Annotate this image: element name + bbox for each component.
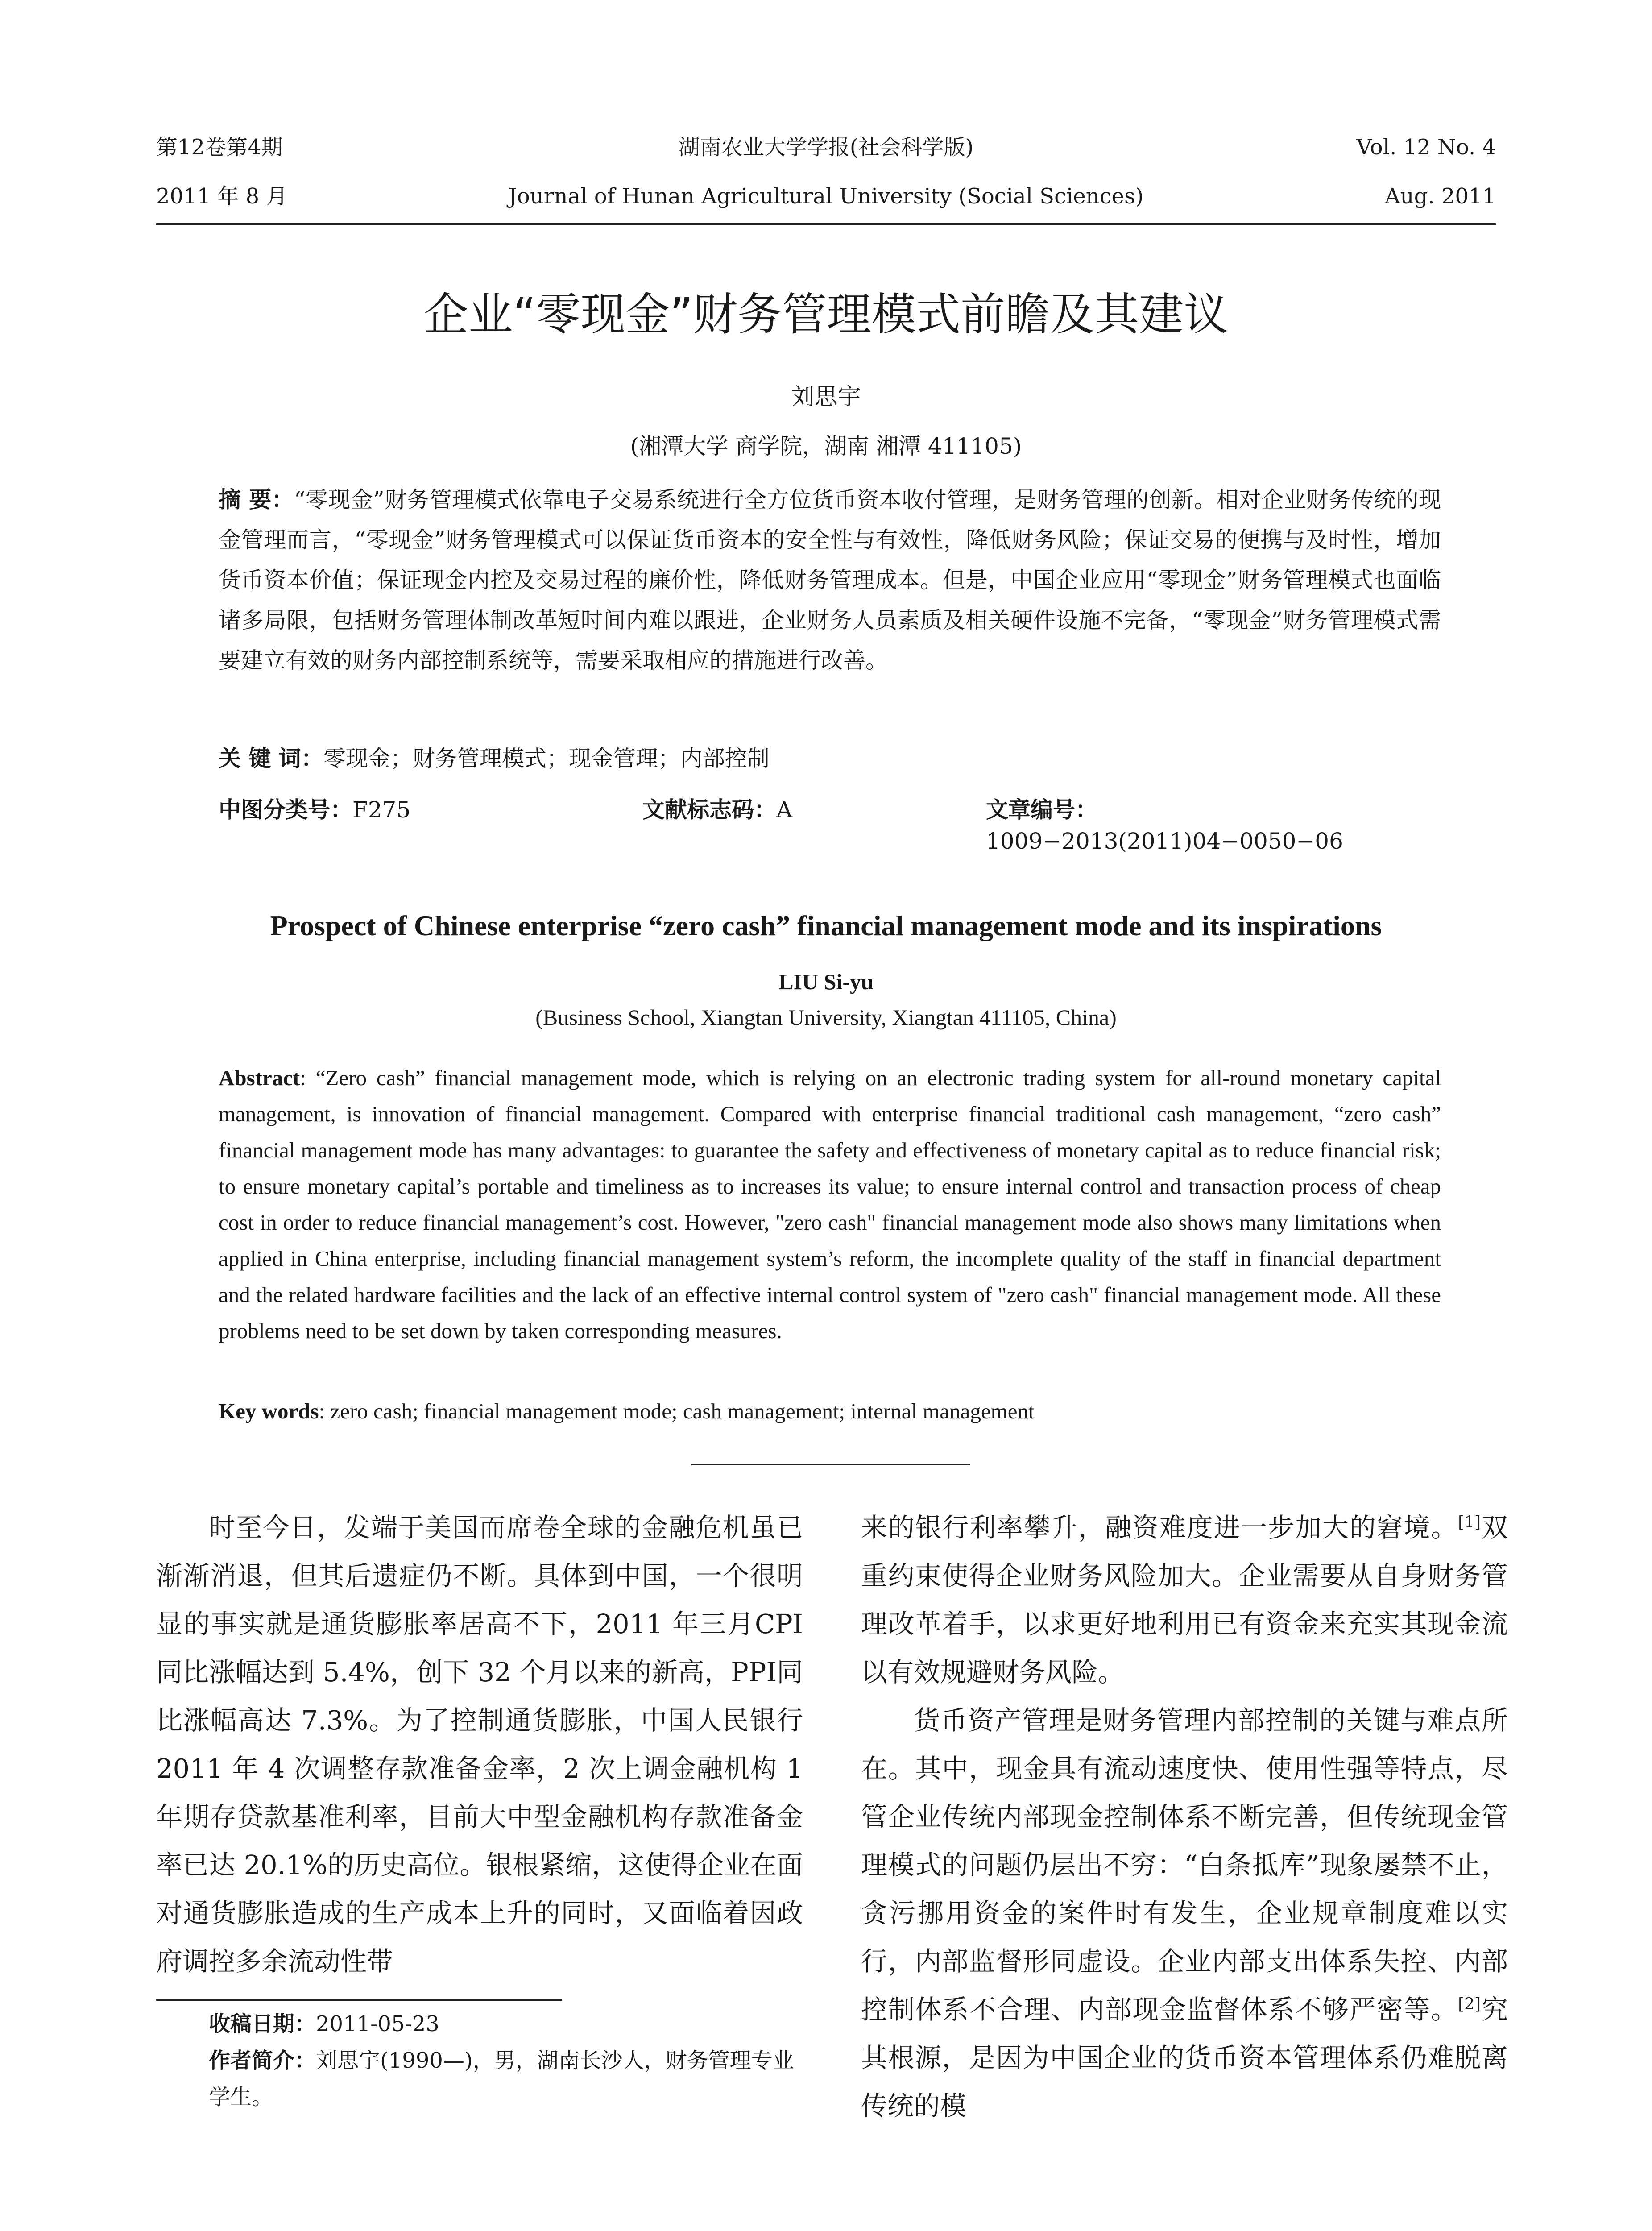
cn-title: 企业“零现金”财务管理模式前瞻及其建议 [423,288,1229,340]
running-header-line2 [156,181,1496,212]
received-label: 收稿日期： [209,2011,316,2036]
en-affiliation: (Business School, Xiangtan University, Xiangtan 411105, China) [535,1005,1117,1030]
paragraph-text: 究其根源，是因为中国企业的货币资本管理体系仍难脱离传统的模 [861,1994,1508,2121]
cn-affiliation: (湘潭大学 商学院，湖南 湘潭 411105) [630,433,1022,459]
section-divider [691,1464,970,1465]
cn-abstract-text: “零现金”财务管理模式依靠电子交易系统进行全方位货币资本收付管理，是财务管理的创新。相对企业财务传统的现金管理而言，“零现金”财务管理模式可以保证货币资本的安全性与有效性，降低财务风险；保证交易的便携与及时性，增加货币资本价值；保证现金内控及交易过程的廉价性，降低财务管理成本。但是，中国企业应用“零现金”财务管理模式也面临诸多局限，包括财务管理体制改革短时间内难以跟进，企业财务人员素质及相关硬件设施不完备，“零现金”财务管理模式需要建立有效的财务内部控制系统等，需要采取相应的措施进行改善。 [219,487,1441,673]
body-paragraph [861,1504,1508,1696]
en-keywords-label: Key words [219,1399,319,1423]
journal-date-cn: 2011 年 8 月 [156,184,288,209]
author-bio [156,2042,803,2115]
body-column-right [861,1504,1508,2130]
bio-label: 作者简介： [209,2048,316,2073]
footnote [156,2006,803,2115]
received-value: 2011-05-23 [316,2011,439,2036]
received-date [156,2006,803,2042]
journal-volume-cn: 第12卷第4期 [156,135,283,160]
bio-value: 刘思宇(1990—)，男，湖南长沙人，财务管理专业学生。 [209,2048,794,2110]
paragraph-text: 来的银行利率攀升，融资难度进一步加大的窘境。 [861,1512,1458,1543]
en-author: LIU Si-yu [778,969,874,994]
article-no-label: 文章编号： [986,797,1097,823]
paragraph-text: 双重约束使得企业财务风险加大。企业需要从自身财务管理改革着手，以求更好地利用已有资金来充实其现金流以有效规避财务风险。 [861,1512,1508,1688]
en-abstract-text: : “Zero cash” financial management mode, which is relying on an electronic trading system for all-round monetary capital management, is innovation of financial management. Compared with enterprise financial traditional cash management, “zero cash” financial management mode has many advantages: to guarantee the safety and effectiveness of monetary capital as to reduce financial risk; to ensure monetary capital’s portable and timeliness as to increases its value; to ensure internal control and transaction process of cheap cost in order to reduce financial management’s cost. However, "zero cash" financial management mode also shows many limitations when applied in China enterprise, including financial management system’s reform, the incomplete quality of the staff in financial department and the related hardware facilities and the lack of an effective internal control system of "zero cash" financial management mode. All these problems need to be set down by taken corresponding measures. [219,1066,1441,1343]
citation-ref: [2] [1458,1995,1481,2014]
clc-number [219,794,410,825]
doc-code-value: A [776,797,793,823]
journal-volume-en: Vol. 12 No. 4 [1356,135,1496,160]
doc-code-label: 文献标志码： [642,797,776,823]
en-abstract-label: Abstract [219,1066,300,1090]
footnote-divider [156,1999,562,2001]
clc-label: 中图分类号： [219,797,352,823]
en-keywords [219,1394,1441,1428]
cn-keywords-label: 关 键 词： [219,746,323,771]
journal-name-en: Journal of Hunan Agricultural University (Social Sciences) [508,184,1144,209]
cn-abstract-label: 摘 要： [219,487,294,513]
cn-keywords-text: 零现金；财务管理模式；现金管理；内部控制 [323,746,770,771]
running-header-line1 [156,132,1496,163]
en-abstract [219,1060,1441,1349]
cn-keywords [219,743,770,774]
body-paragraph: 时至今日，发端于美国而席卷全球的金融危机虽已渐渐消退，但其后遗症仍不断。具体到中国，一个很明显的事实就是通货膨胀率居高不下，2011 年三月CPI同比涨幅达到 5.4%，创下 32 个月以来的新高，PPI同比涨幅高达 7.3%。为了控制通货膨胀，中国人民银行 2011 年 4 次调整存款准备金率，2 次上调金融机构 1 年期存贷款基准利率，目前大中型金融机构存款准备金率已达 20.1%的历史高位。银根紧缩，这使得企业在面对通货膨胀造成的生产成本上升的同时，又面临着因政府调控多余流动性带 [156,1512,803,1977]
header-divider [156,223,1496,225]
citation-ref: [1] [1458,1513,1481,1532]
en-keywords-text: : zero cash; financial management mode; cash management; internal management [319,1399,1035,1423]
body-paragraph [861,1696,1508,2130]
en-title: Prospect of Chinese enterprise “zero cash” financial management mode and its inspirations [270,910,1382,941]
article-no-value: 1009−2013(2011)04−0050−06 [986,828,1343,854]
document-code [642,794,792,825]
article-number [986,794,1441,857]
paragraph-text: 货币资产管理是财务管理内部控制的关键与难点所在。其中，现金具有流动速度快、使用性强等特点，尽管企业传统内部现金控制体系不断完善，但传统现金管理模式的问题仍层出不穷：“白条抵库”现象屡禁不止，贪污挪用资金的案件时有发生，企业规章制度难以实行，内部监督形同虚设。企业内部支出体系失控、内部控制体系不合理、内部现金监督体系不够严密等。 [861,1705,1508,2025]
classification-row [219,794,1441,854]
journal-name-cn: 湖南农业大学学报(社会科学版) [678,135,974,160]
cn-author: 刘思宇 [791,384,861,411]
journal-date-en: Aug. 2011 [1385,184,1496,209]
cn-abstract [219,480,1441,680]
clc-value: F275 [352,797,411,823]
body-column-left [156,1504,803,1986]
